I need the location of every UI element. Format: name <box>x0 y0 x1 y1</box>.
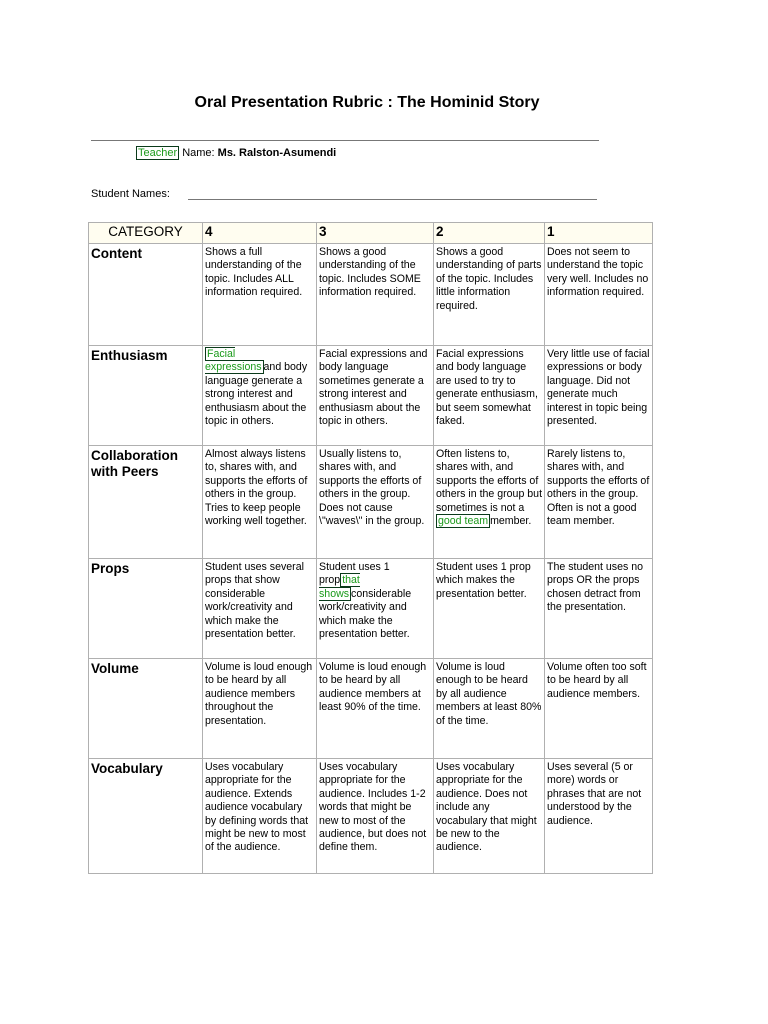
category-cell: Content <box>89 244 203 346</box>
teacher-name-label: Name: <box>179 147 218 159</box>
table-row <box>89 659 653 759</box>
table-row <box>89 244 653 346</box>
rubric-cell: Facial expressions and body language generate a strong interest and enthusiasm about the topic in others. <box>203 346 317 446</box>
category-cell: Volume <box>89 659 203 759</box>
table-row <box>89 446 653 559</box>
rubric-cell: Uses vocabulary appropriate for the audience. Does not include any vocabulary that might be new to the audience. <box>434 759 545 874</box>
category-cell: Vocabulary <box>89 759 203 874</box>
rubric-cell: The student uses no props OR the props chosen detract from the presentation. <box>545 559 653 659</box>
teacher-link[interactable]: Teacher <box>138 147 178 159</box>
table-row <box>89 559 653 659</box>
category-cell: Enthusiasm <box>89 346 203 446</box>
top-divider <box>91 140 599 141</box>
rubric-cell: Shows a good understanding of the topic. Includes SOME information required. <box>317 244 434 346</box>
category-cell: Props <box>89 559 203 659</box>
rubric-cell: Usually listens to, shares with, and supports the efforts of others in the group. Does not cause \"waves\" in the group. <box>317 446 434 559</box>
that-shows-link[interactable]: that shows <box>319 574 360 600</box>
good-team-link[interactable]: good team <box>438 515 489 528</box>
rubric-cell: Shows a good understanding of parts of the topic. Includes little information required. <box>434 244 545 346</box>
page-title: Oral Presentation Rubric : The Hominid Story <box>194 94 540 111</box>
rubric-cell: Facial expressions and body language are used to try to generate enthusiasm, but seem somewhat faked. <box>434 346 545 446</box>
rubric-cell: Volume is loud enough to be heard by all audience members throughout the presentation. <box>203 659 317 759</box>
facial-expressions-link[interactable]: Facial expressions <box>205 348 262 374</box>
rubric-cell: Often listens to, shares with, and supports the efforts of others in the group but sometimes is not a good team member. <box>434 446 545 559</box>
student-names-label: Student Names: <box>91 188 170 200</box>
rubric-cell: Student uses 1 prop which makes the presentation better. <box>434 559 545 659</box>
rubric-cell: Does not seem to understand the topic very well. Includes no information required. <box>545 244 653 346</box>
header-score-4: 4 <box>203 223 317 244</box>
table-row <box>89 346 653 446</box>
rubric-cell: Very little use of facial expressions or body language. Did not generate much interest in topic being presented. <box>545 346 653 446</box>
header-score-3: 3 <box>317 223 434 244</box>
rubric-cell: Student uses 1 prop that shows considerable work/creativity and which make the presentation better. <box>317 559 434 659</box>
rubric-table <box>88 222 653 874</box>
rubric-cell: Volume is loud enough to be heard by all audience members at least 90% of the time. <box>317 659 434 759</box>
rubric-cell: Volume is loud enough to be heard by all audience members at least 80% of the time. <box>434 659 545 759</box>
header-score-1: 1 <box>545 223 653 244</box>
rubric-cell: Facial expressions and body language sometimes generate a strong interest and enthusiasm about the topic in others. <box>317 346 434 446</box>
table-row <box>89 759 653 874</box>
header-score-2: 2 <box>434 223 545 244</box>
rubric-cell: Shows a full understanding of the topic. Includes ALL information required. <box>203 244 317 346</box>
rubric-cell: Volume often too soft to be heard by all audience members. <box>545 659 653 759</box>
rubric-cell: Uses vocabulary appropriate for the audience. Extends audience vocabulary by defining words that might be new to most of the audience. <box>203 759 317 874</box>
rubric-cell: Rarely listens to, shares with, and supports the efforts of others in the group. Often is not a good team member. <box>545 446 653 559</box>
rubric-cell: Uses several (5 or more) words or phrases that are not understood by the audience. <box>545 759 653 874</box>
category-cell: Collaboration with Peers <box>89 446 203 559</box>
teacher-name: Ms. Ralston-Asumendi <box>217 147 337 159</box>
header-row <box>89 223 653 244</box>
teacher-line <box>136 147 336 159</box>
header-category: CATEGORY <box>89 223 203 244</box>
student-names-blank <box>188 199 597 200</box>
rubric-cell: Almost always listens to, shares with, and supports the efforts of others in the group. Tries to keep people working well together. <box>203 446 317 559</box>
rubric-cell: Student uses several props that show considerable work/creativity and which make the presentation better. <box>203 559 317 659</box>
rubric-cell: Uses vocabulary appropriate for the audience. Includes 1-2 words that might be new to most of the audience, but does not define them. <box>317 759 434 874</box>
